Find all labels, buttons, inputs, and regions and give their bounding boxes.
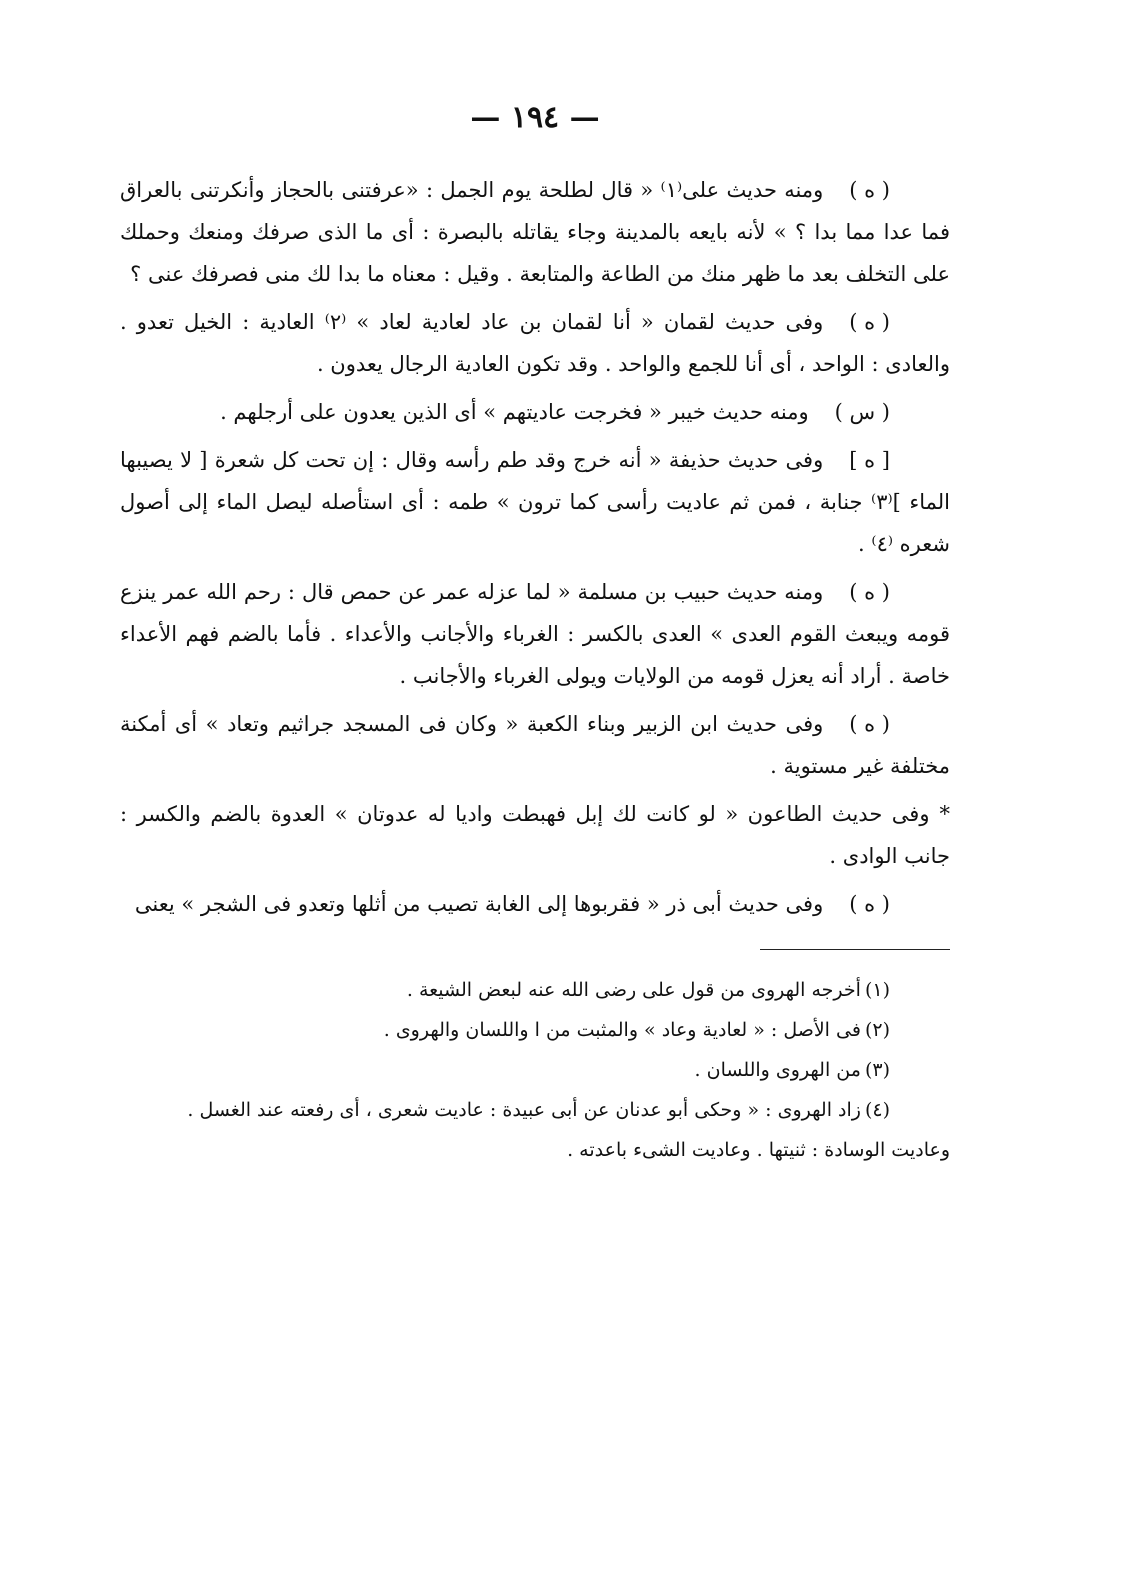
footnote-separator: [760, 949, 950, 950]
footnote-4-continued: [120, 1132, 950, 1168]
page: [120, 100, 950, 1172]
entry-tag: ( ه ): [849, 712, 890, 736]
entry-text: وفى حديث ابن الزبير وبناء الكعبة « وكان فى المسجد جراثيم وتعاد » أى أمكنة مختلفة غير مستوية .: [120, 712, 950, 778]
entry-tag: ( ه ): [849, 178, 891, 202]
footnote-text: من الهروى واللسان .: [694, 1059, 861, 1081]
footnote-text: وعاديت الوسادة : ثنيتها . وعاديت الشىء باعدته .: [567, 1139, 950, 1161]
footnote-2: [120, 1012, 950, 1048]
entry-abu-dharr: [120, 883, 950, 925]
entry-text: وفى حديث حذيفة « أنه خرج وقد طم رأسه وقال : إن تحت كل شعرة [ لا يصيبها الماء ]⁽٣⁾ جنابة ، فمن ثم عاديت رأسى كما ترون » طمه : أى استأصله ليصل الماء إلى أصول شعره ⁽٤⁾ .: [120, 448, 950, 556]
footnote-number: (٣): [864, 1059, 890, 1081]
entry-luqman: [120, 301, 950, 385]
footnote-number: (٤): [864, 1099, 890, 1121]
entry-text: وفى حديث أبى ذر « فقربوها إلى الغابة تصيب من أثلها وتعدو فى الشجر » يعنى: [134, 892, 824, 916]
footnote-4: [120, 1092, 950, 1128]
footnote-number: (١): [864, 979, 890, 1001]
footnote-number: (٢): [864, 1019, 890, 1041]
entry-tag: ( ه ): [849, 310, 890, 334]
entry-ali: [120, 169, 950, 295]
entry-text: وفى حديث لقمان « أنا لقمان بن عاد لعادية لعاد » ⁽٢⁾ العادية : الخيل تعدو . والعادى : الواحد ، أى أنا للجمع والواحد . وقد تكون العادية الرجال يعدون .: [120, 310, 950, 376]
entry-text: ومنه حديث خيبر « فخرجت عاديتهم » أى الذين يعدون على أرجلهم .: [220, 400, 809, 424]
footnote-text: أخرجه الهروى من قول على رضى الله عنه لبعض الشيعة .: [406, 979, 861, 1001]
entry-text: وفى حديث الطاعون « لو كانت لك إبل فهبطت واديا له عدوتان » العدوة بالضم والكسر : جانب الوادى .: [120, 802, 950, 868]
entry-text: ومنه حديث حبيب بن مسلمة « لما عزله عمر عن حمص قال : رحم الله عمر ينزع قومه ويبعث القوم العدى » العدى بالكسر : الغرباء والأجانب والأعداء . فأما بالضم فهم الأعداء خاصة . أراد أنه يعزل قومه من الولايات ويولى الغرباء والأجانب .: [120, 580, 950, 688]
entry-taun: [120, 793, 950, 877]
entry-tag: ( ه ): [849, 580, 890, 604]
entry-tag: [ ه ]: [849, 448, 890, 472]
entry-hudhayfa: [120, 439, 950, 565]
footnote-text: فى الأصل : « لعادية وعاد » والمثبت من ا واللسان والهروى .: [383, 1019, 861, 1041]
entry-khaybar: [120, 391, 950, 433]
entry-tag: *: [939, 802, 950, 826]
entry-tag: ( ه ): [849, 892, 890, 916]
entry-habib: [120, 571, 950, 697]
footnote-text: زاد الهروى : « وحكى أبو عدنان عن أبى عبيدة : عاديت شعرى ، أى رفعته عند الغسل .: [187, 1099, 861, 1121]
page-number: — ١٩٤ —: [470, 100, 600, 135]
footnote-1: [120, 972, 950, 1008]
entry-text: ومنه حديث على⁽١⁾ « قال لطلحة يوم الجمل : «عرفتنى بالحجاز وأنكرتنى بالعراق فما عدا مما بدا ؟ » لأنه بايعه بالمدينة وجاء يقاتله بالبصرة : أى ما الذى صرفك ومنعك وحملك على التخلف بعد ما ظهر منك من الطاعة والمتابعة . وقيل : معناه ما بدا لك منى فصرفك عنى ؟: [120, 178, 950, 286]
footnote-3: [120, 1052, 950, 1088]
entry-ibn-zubayr: [120, 703, 950, 787]
entry-tag: ( س ): [834, 400, 890, 424]
